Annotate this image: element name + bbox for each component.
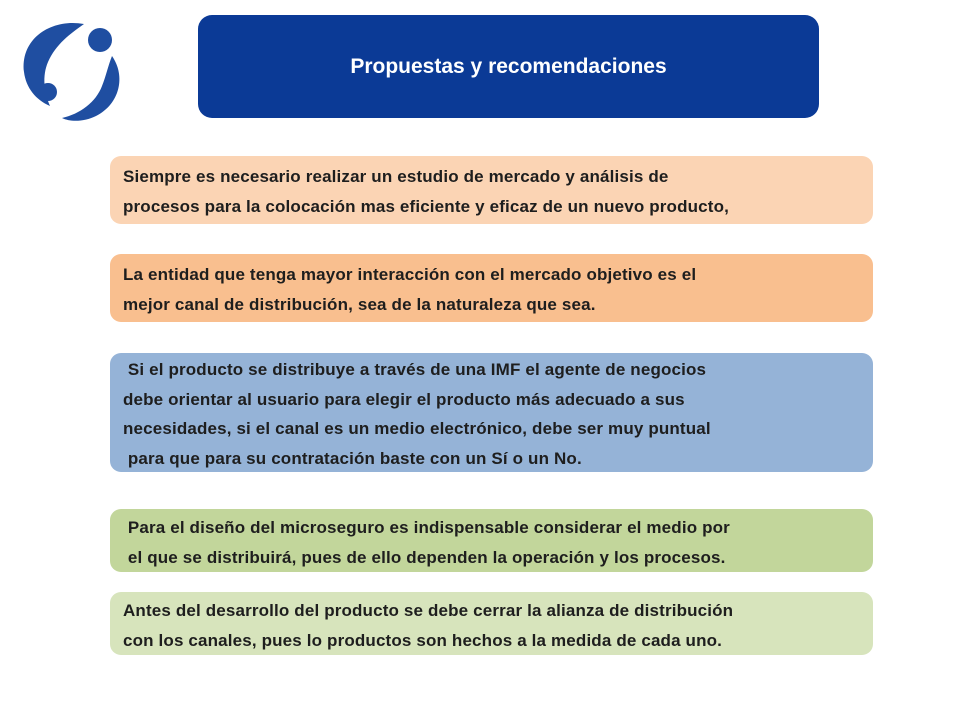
- card-text-line: Antes del desarrollo del producto se debe cerrar la alianza de distribución: [123, 601, 734, 620]
- card-text-line: Si el producto se distribuye a través de una IMF el agente de negocios: [123, 360, 707, 379]
- card-text-line: Para el diseño del microseguro es indispensable considerar el medio por: [123, 518, 730, 537]
- card-text-line: procesos para la colocación mas eficiente y eficaz de un nuevo producto,: [123, 197, 729, 216]
- card-text-line: Siempre es necesario realizar un estudio de mercado y análisis de: [123, 167, 669, 186]
- stylized-s-logo-icon: [18, 18, 128, 122]
- card-text-line: con los canales, pues lo productos son hechos a la medida de cada uno.: [123, 631, 723, 650]
- card-text-line: el que se distribuirá, pues de ello dependen la operación y los procesos.: [123, 548, 726, 567]
- card-text-line: para que para su contratación baste con un Sí o un No.: [123, 448, 582, 468]
- page-title: Propuestas y recomendaciones: [350, 54, 667, 78]
- recommendation-card-1: [110, 156, 873, 224]
- card-text-line: necesidades, si el canal es un medio electrónico, debe ser muy puntual: [123, 419, 711, 438]
- title-banner: [198, 15, 819, 118]
- card-text-line: debe orientar al usuario para elegir el producto más adecuado a sus: [123, 389, 685, 409]
- card-text-line: mejor canal de distribución, sea de la naturaleza que sea.: [123, 295, 596, 314]
- recommendation-card-2: [110, 254, 873, 322]
- recommendation-card-4: [110, 509, 873, 572]
- recommendation-card-3: [110, 353, 873, 472]
- card-text-line: La entidad que tenga mayor interacción con el mercado objetivo es el: [123, 265, 697, 284]
- recommendation-card-5: [110, 592, 873, 655]
